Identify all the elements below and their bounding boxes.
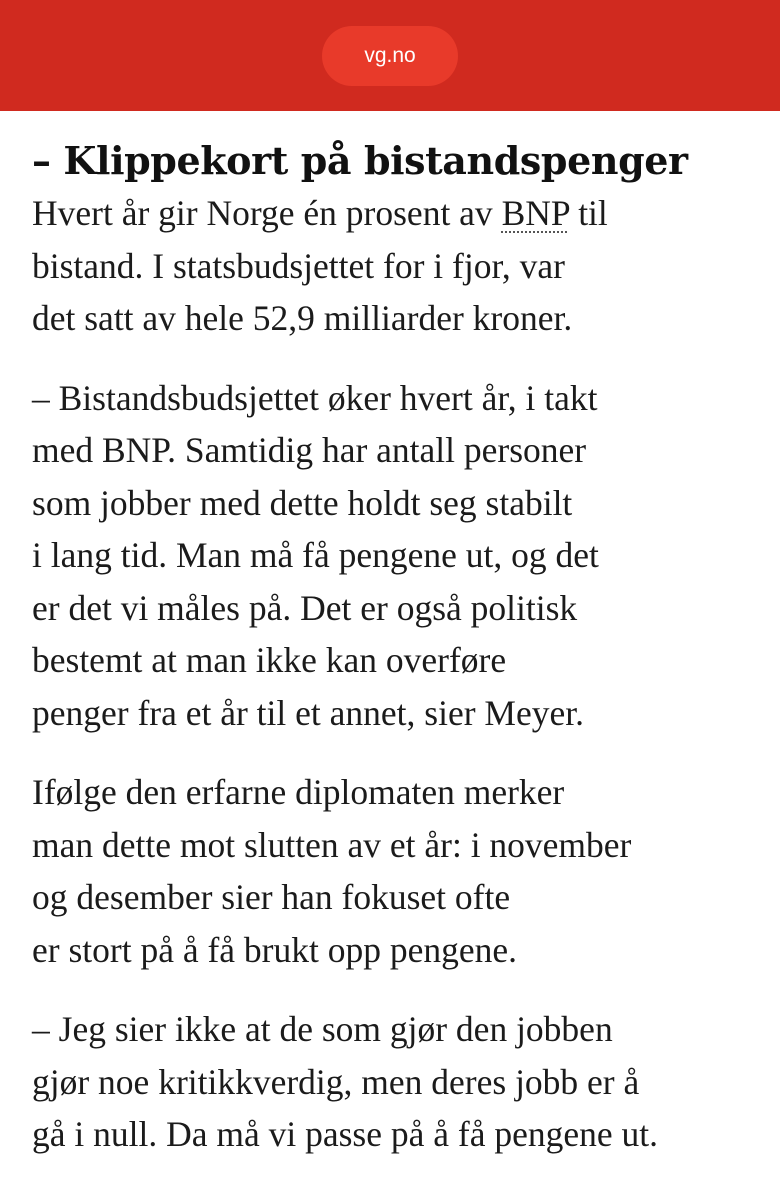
paragraph-line: gå i null. Da må vi passe på å få pengene ut. xyxy=(32,1114,658,1154)
paragraph-line: – Jeg sier ikke at de som gjør den jobben xyxy=(32,1009,613,1049)
bnp-abbreviation[interactable]: BNP xyxy=(501,193,570,233)
paragraph-line: – Bistandsbudsjettet øker hvert år, i takt xyxy=(32,377,598,418)
paragraph-2 xyxy=(32,372,772,740)
url-pill[interactable]: vg.no xyxy=(322,26,458,86)
paragraph-line xyxy=(32,187,772,240)
paragraph-line: bestemt at man ikke kan overføre xyxy=(32,640,507,680)
paragraph-line: man dette mot slutten av et år: i november xyxy=(32,824,632,865)
paragraph-line: bistand. I statsbudsjettet for i fjor, var xyxy=(32,245,565,286)
paragraph-line: i lang tid. Man må få pengene ut, og det xyxy=(32,535,599,575)
paragraph-line: er det vi måles på. Det er også politisk xyxy=(32,587,578,628)
paragraph-line: penger fra et år til et annet, sier Meyer. xyxy=(32,692,584,733)
paragraph-3 xyxy=(32,766,772,976)
paragraph-line: og desember sier han fokuset ofte xyxy=(32,877,511,917)
paragraph-line: gjør noe kritikkverdig, men deres jobb er å xyxy=(32,1061,640,1102)
browser-top-bar xyxy=(0,0,780,111)
paragraph-1 xyxy=(32,187,772,345)
article-body xyxy=(32,111,772,1161)
paragraph-line: som jobber med dette holdt seg stabilt xyxy=(32,482,573,523)
paragraph-4 xyxy=(32,1003,772,1161)
paragraph-line: er stort på å få brukt opp pengene. xyxy=(32,929,517,970)
paragraph-line: med BNP. Samtidig har antall personer xyxy=(32,430,587,470)
article-headline: – Klippekort på bistandspenger xyxy=(32,138,688,183)
paragraph-line: Ifølge den erfarne diplomaten merker xyxy=(32,772,565,812)
paragraph-line: det satt av hele 52,9 milliarder kroner. xyxy=(32,298,573,338)
line-text: til xyxy=(569,193,608,233)
line-text: Hvert år gir Norge én prosent av xyxy=(32,193,502,233)
